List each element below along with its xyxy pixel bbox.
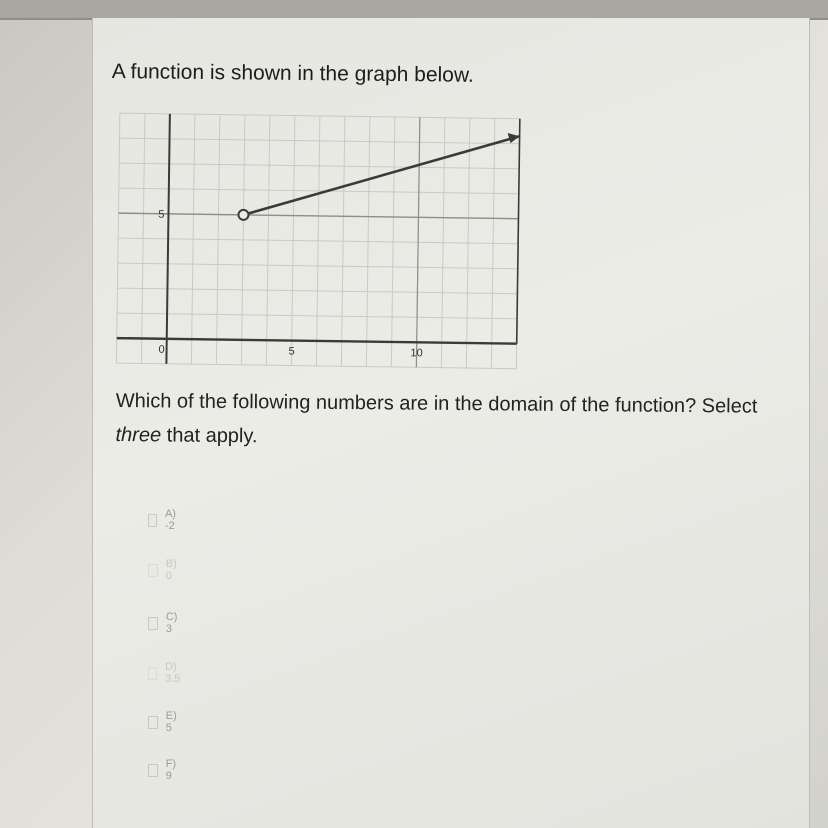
option-c-label: C) 3 (165, 611, 178, 635)
checkbox-e[interactable] (148, 716, 158, 729)
question-text (115, 384, 776, 458)
checkbox-f[interactable] (148, 764, 158, 777)
checkbox-d[interactable] (148, 667, 157, 680)
option-b[interactable] (148, 558, 180, 582)
open-endpoint (238, 210, 248, 220)
question-body-1: Which of the following numbers are in the domain of the function? Select (115, 389, 758, 418)
arrow-head (508, 133, 520, 143)
function-line (243, 132, 519, 218)
x-tick-label: 10 (410, 347, 423, 360)
checkbox-b[interactable] (148, 564, 158, 577)
option-b-label: B) 0 (165, 558, 177, 582)
graph-svg (106, 105, 530, 381)
question-emphasis: three (115, 423, 162, 447)
function-graph (106, 105, 530, 381)
question-prompt: A function is shown in the graph below. (111, 60, 474, 87)
x-tick-label: 5 (288, 345, 295, 358)
graph-grid (116, 113, 519, 369)
option-c[interactable] (148, 611, 181, 635)
option-e-label: E) 5 (165, 710, 177, 734)
checkbox-a[interactable] (148, 514, 157, 527)
checkbox-c[interactable] (148, 617, 158, 630)
graph-right-border (517, 119, 520, 344)
y-tick-label: 5 (158, 208, 165, 221)
option-d-label: D) 3.5 (165, 661, 181, 685)
option-d[interactable] (148, 661, 184, 685)
x-tick-label: 0 (158, 343, 165, 356)
option-a[interactable] (148, 508, 180, 532)
option-a-label: A) -2 (164, 508, 176, 532)
option-f-label: F) 9 (165, 758, 177, 782)
top-bar (0, 0, 828, 20)
question-body-2: that apply. (161, 424, 258, 448)
option-f[interactable] (148, 758, 179, 782)
option-e[interactable] (148, 710, 180, 734)
